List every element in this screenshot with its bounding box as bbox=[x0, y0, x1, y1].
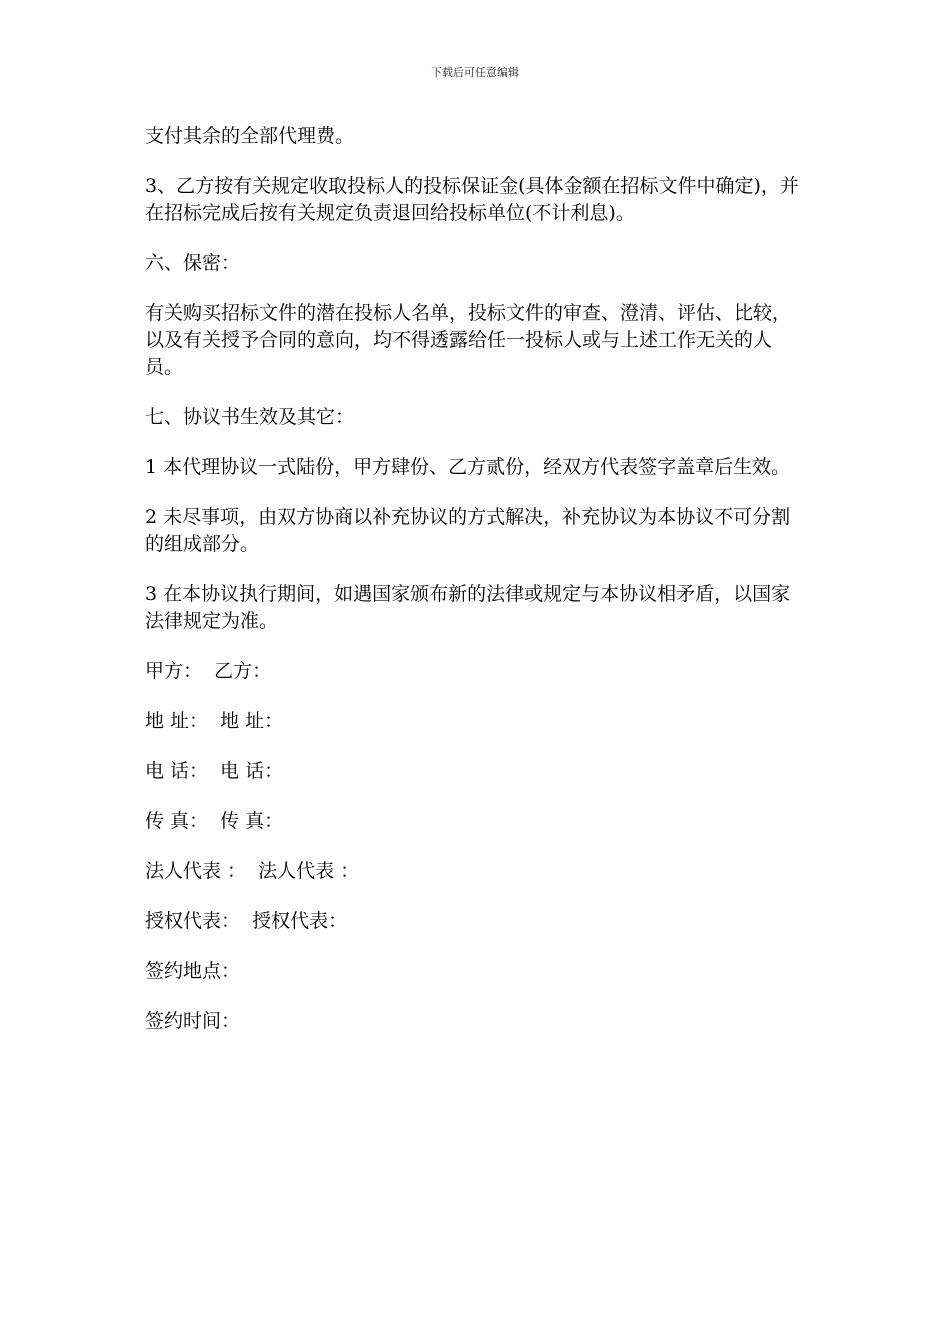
signature-legal-rep-line: 法人代表 ： 法人代表 ： bbox=[145, 860, 360, 882]
paragraph-bid-deposit: 3、乙方按有关规定收取投标人的投标保证金(具体金额在招标文件中确定)，并在招标完成后按有关规定负责退回给投标单位(不计利息)。 bbox=[145, 175, 799, 224]
document-body bbox=[145, 123, 807, 1058]
signature-fax-line: 传 真： 传 真： bbox=[145, 810, 284, 832]
signing-place-line: 签约地点： bbox=[145, 960, 241, 982]
signature-party-line: 甲方： 乙方： bbox=[145, 660, 272, 682]
section-heading-confidentiality: 六、保密： bbox=[145, 252, 241, 274]
signing-time-line: 签约时间： bbox=[145, 1010, 241, 1032]
paragraph-copies: 1 本代理协议一式陆份，甲方肆份、乙方贰份，经双方代表签字盖章后生效。 bbox=[145, 456, 791, 478]
paragraph-remaining-fee: 支付其余的全部代理费。 bbox=[145, 125, 355, 147]
signature-authorized-rep-line: 授权代表： 授权代表： bbox=[145, 910, 348, 932]
signature-phone-line: 电 话： 电 话： bbox=[145, 760, 284, 782]
paragraph-law-precedence: 3 在本协议执行期间，如遇国家颁布新的法律或规定与本协议相矛盾，以国家法律规定为准。 bbox=[145, 583, 791, 632]
section-heading-effectiveness: 七、协议书生效及其它： bbox=[145, 406, 355, 428]
paragraph-supplementary: 2 未尽事项，由双方协商以补充协议的方式解决，补充协议为本协议不可分割的组成部分。 bbox=[145, 506, 791, 555]
header-note: 下载后可任意编辑 bbox=[431, 66, 519, 79]
signature-address-line: 地 址： 地 址： bbox=[145, 710, 284, 732]
paragraph-confidentiality: 有关购买招标文件的潜在投标人名单，投标文件的审查、澄清、评估、比较，以及有关授予合同的意向，均不得透露给任一投标人或与上述工作无关的人员。 bbox=[145, 302, 792, 378]
